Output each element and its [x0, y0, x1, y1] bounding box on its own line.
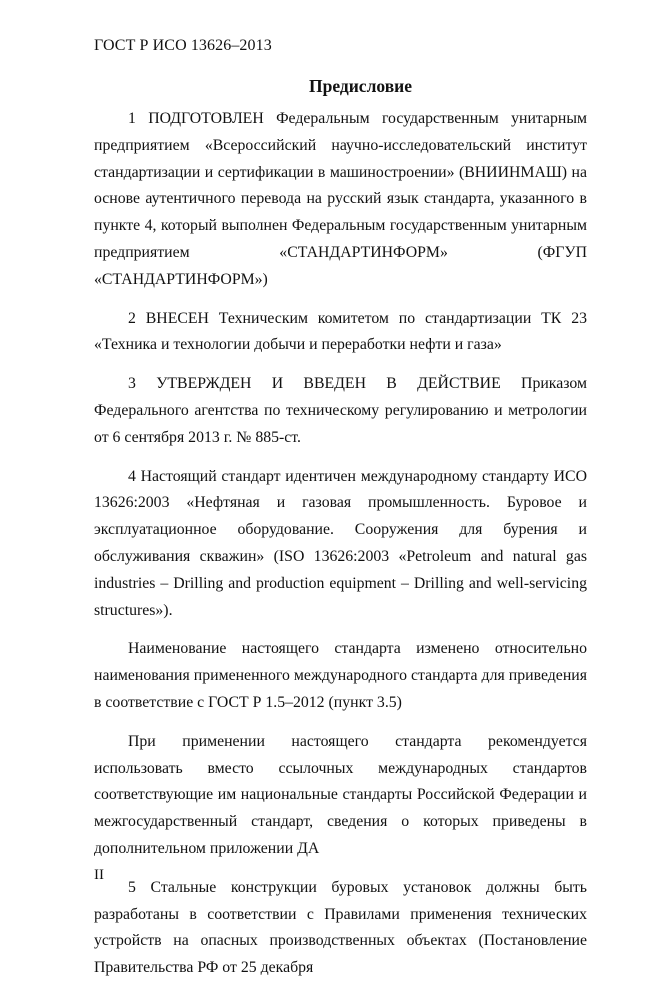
document-header: ГОСТ Р ИСО 13626–2013: [94, 37, 272, 54]
paragraph-identical: 4 Настоящий стандарт идентичен международному стандарту ИСО 13626:2003 «Нефтяная и газовая промышленность. Буровое и эксплуатационное оборудование. Сооружения для бурения и обслуживания скважин» (ISO 13626:2003 «Petroleum and natural gas industries – Drilling and production equipment – Drilling and well-servicing structures»).: [94, 467, 587, 619]
paragraph-steel-structures: 5 Стальные конструкции буровых установок должны быть разработаны в соответствии с Правилами применения технических устройств на опасных производственных объектах (Постановление Правительства РФ от 25 декабря: [94, 878, 587, 977]
paragraph-introduced: 2 ВНЕСЕН Техническим комитетом по стандартизации ТК 23 «Техника и технологии добычи и переработки нефти и газа»: [94, 309, 587, 354]
document-body: [94, 106, 587, 994]
paragraph-approved: 3 УТВЕРЖДЕН И ВВЕДЕН В ДЕЙСТВИЕ Приказом Федерального агентства по техническому регулированию и метрологии от 6 сентября 2013 г. № 885-ст.: [94, 375, 587, 446]
paragraph-name-change: Наименование настоящего стандарта изменено относительно наименования примененного международного стандарта для приведения в соответствие с ГОСТ Р 1.5–2012 (пункт 3.5): [94, 640, 587, 711]
paragraph-application: При применении настоящего стандарта рекомендуется использовать вместо ссылочных международных стандартов соответствующие им национальные стандарты Российской Федерации и межгосударственный стандарт, сведения о которых приведены в дополнительном приложении ДА: [94, 732, 587, 857]
paragraph-prepared: 1 ПОДГОТОВЛЕН Федеральным государственным унитарным предприятием «Всероссийский научно-исследовательский институт стандартизации и сертификации в машиностроении» (ВНИИНМАШ) на основе аутентичного перевода на русский язык стандарта, указанного в пункте 4, который выполнен Федеральным государственным унитарным предприятием «СТАНДАРТИНФОРМ» (ФГУП «СТАНДАРТИНФОРМ»): [94, 110, 587, 288]
page-number: II: [94, 867, 104, 883]
section-title: Предисловие: [308, 76, 413, 96]
